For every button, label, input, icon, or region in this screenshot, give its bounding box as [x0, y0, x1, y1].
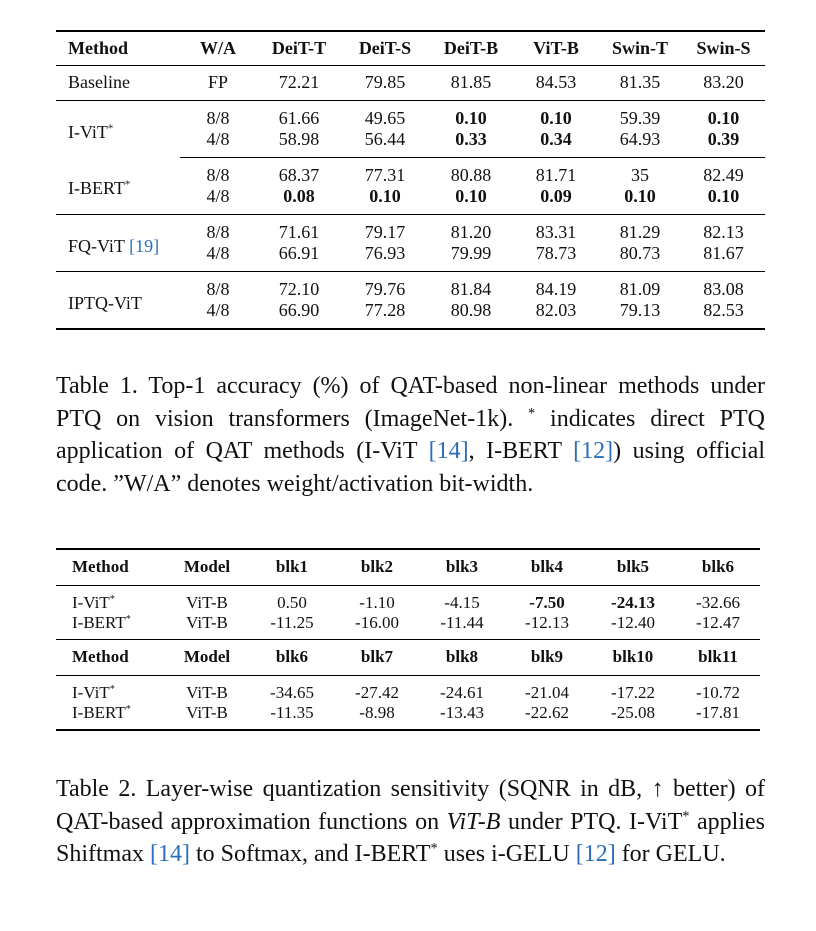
value-cell: 0.39 [682, 129, 765, 158]
accuracy-table [56, 30, 765, 330]
column-header: blk2 [334, 549, 420, 585]
value-cell: 82.03 [514, 300, 598, 329]
value-cell: -32.66 [696, 592, 740, 612]
column-header: Method [56, 549, 164, 585]
value-cell: 56.44 [342, 129, 428, 158]
value-cell: 77.31 [364, 164, 406, 185]
value-cell: 83.20 [682, 65, 765, 100]
value-cell: 76.93 [342, 243, 428, 272]
table-header-row [56, 639, 760, 675]
value-cell: 82.53 [682, 300, 765, 329]
column-header: Method [56, 639, 164, 675]
wa-cell: FP [180, 65, 256, 100]
table-row [56, 703, 760, 730]
value-cell: 81.09 [619, 278, 661, 299]
citation-link[interactable]: [14] [428, 438, 469, 464]
wa-cell: 8/8 [206, 107, 230, 128]
wa-cell: 4/8 [180, 186, 256, 215]
value-cell: 83.08 [703, 278, 744, 299]
column-header: blk7 [334, 639, 420, 675]
table2-caption: Table 2. Layer-wise quantization sensitivity (SQNR in dB, ↑ better) of QAT-based approximation functions on ViT-B under PTQ. I-ViT* applies Shiftmax [14] to Softmax, and I-BERT* uses i-GELU [12] for GELU. [56, 776, 766, 867]
table-row [56, 214, 765, 243]
model-cell: ViT-B [186, 592, 228, 612]
table1-caption: Table 1. Top-1 accuracy (%) of QAT-based non-linear methods under PTQ on vision transformers (ImageNet-1k). * indicates direct PTQ application of QAT methods (I-ViT [14], I-BERT [12]) using official code. ”W/A” denotes weight/activation bit-width. [56, 373, 765, 497]
method-cell: I-ViT* [72, 682, 115, 702]
column-header: Model [164, 549, 250, 585]
column-header: Swin-T [598, 31, 682, 65]
wa-cell: 8/8 [206, 221, 230, 242]
value-cell: -11.25 [270, 612, 314, 632]
value-cell: -24.61 [440, 682, 484, 702]
value-cell: 77.28 [342, 300, 428, 329]
value-cell: 59.39 [619, 107, 661, 128]
value-cell: 80.88 [450, 164, 492, 185]
value-cell: -22.62 [504, 703, 590, 730]
column-header: blk5 [590, 549, 676, 585]
column-header: blk4 [504, 549, 590, 585]
method-cell: I-ViT* [72, 592, 115, 612]
value-cell: -4.15 [444, 592, 480, 612]
method-cell: Baseline [56, 65, 180, 100]
value-cell: 71.61 [278, 221, 320, 242]
method-cell: FQ-ViT [19] [56, 214, 180, 271]
value-cell: 0.50 [277, 592, 307, 612]
value-cell: 0.10 [342, 186, 428, 215]
value-cell: 0.10 [428, 186, 514, 215]
value-cell: -34.65 [270, 682, 314, 702]
value-cell: 84.19 [535, 278, 577, 299]
value-cell: 58.98 [256, 129, 342, 158]
table-row [56, 157, 765, 186]
value-cell: 64.93 [598, 129, 682, 158]
value-cell: 81.35 [598, 65, 682, 100]
column-header: blk10 [590, 639, 676, 675]
value-cell: 66.90 [256, 300, 342, 329]
value-cell: 72.21 [256, 65, 342, 100]
value-cell: 80.73 [598, 243, 682, 272]
wa-cell: 4/8 [180, 129, 256, 158]
method-cell: IPTQ-ViT [56, 271, 180, 329]
value-cell: 0.09 [514, 186, 598, 215]
value-cell: -12.13 [525, 612, 569, 632]
value-cell: -17.22 [611, 682, 655, 702]
column-header: ViT-B [514, 31, 598, 65]
value-cell: 79.13 [598, 300, 682, 329]
value-cell: 0.34 [514, 129, 598, 158]
wa-cell: 8/8 [206, 278, 230, 299]
column-header: Method [56, 31, 180, 65]
value-cell: 0.10 [707, 107, 740, 128]
column-header: DeiT-B [428, 31, 514, 65]
column-header: DeiT-T [256, 31, 342, 65]
value-cell: 72.10 [278, 278, 320, 299]
column-header: blk1 [250, 549, 334, 585]
table-row [56, 613, 760, 640]
value-cell: 79.17 [364, 221, 406, 242]
column-header: DeiT-S [342, 31, 428, 65]
value-cell: 79.76 [364, 278, 406, 299]
method-cell: I-BERT* [56, 157, 180, 214]
value-cell: 0.10 [682, 186, 765, 215]
value-cell: 0.10 [598, 186, 682, 215]
method-cell: I-ViT* [68, 121, 114, 142]
value-cell: -1.10 [359, 592, 395, 612]
value-cell: 79.85 [342, 65, 428, 100]
value-cell: 0.08 [256, 186, 342, 215]
wa-cell: 4/8 [180, 300, 256, 329]
method-cell: I-BERT* [72, 612, 131, 632]
value-cell: -16.00 [355, 612, 399, 632]
wa-cell: 8/8 [206, 164, 230, 185]
value-cell: 81.29 [619, 221, 661, 242]
value-cell: 81.85 [428, 65, 514, 100]
value-cell: -12.40 [611, 612, 655, 632]
value-cell: 35 [631, 164, 649, 185]
table-row [56, 675, 760, 703]
table-row [56, 65, 765, 100]
citation-link[interactable]: [19] [129, 235, 160, 256]
value-cell: 49.65 [364, 107, 406, 128]
value-cell: -24.13 [611, 592, 655, 612]
value-cell: -21.04 [525, 682, 569, 702]
value-cell: -17.81 [676, 703, 760, 730]
value-cell: -27.42 [355, 682, 399, 702]
model-cell: ViT-B [186, 612, 228, 632]
value-cell: -11.44 [440, 612, 484, 632]
sensitivity-table [56, 548, 760, 731]
value-cell: -7.50 [529, 592, 565, 612]
citation-link[interactable]: [14] [150, 841, 190, 867]
model-cell: ViT-B [164, 703, 250, 730]
method-cell: I-BERT* [56, 703, 164, 730]
column-header: blk3 [420, 549, 504, 585]
value-cell: 81.71 [535, 164, 577, 185]
value-cell: 79.99 [428, 243, 514, 272]
table-row [56, 585, 760, 613]
value-cell: 80.98 [428, 300, 514, 329]
column-header: blk8 [420, 639, 504, 675]
value-cell: -10.72 [696, 682, 740, 702]
value-cell: 81.20 [450, 221, 492, 242]
citation-link[interactable]: [12] [575, 841, 616, 867]
wa-cell: 4/8 [180, 243, 256, 272]
value-cell: -13.43 [420, 703, 504, 730]
value-cell: 78.73 [514, 243, 598, 272]
value-cell: 83.31 [535, 221, 577, 242]
table-header-row [56, 549, 760, 585]
citation-link[interactable]: [12] [573, 438, 614, 464]
value-cell: 0.33 [428, 129, 514, 158]
column-header: W/A [180, 31, 256, 65]
value-cell: -8.98 [334, 703, 420, 730]
column-header: blk6 [250, 639, 334, 675]
table-row [56, 271, 765, 300]
value-cell: 0.10 [455, 107, 487, 128]
value-cell: 82.49 [703, 164, 744, 185]
value-cell: 84.53 [514, 65, 598, 100]
value-cell: -11.35 [250, 703, 334, 730]
value-cell: 81.67 [682, 243, 765, 272]
column-header: blk11 [676, 639, 760, 675]
value-cell: 81.84 [450, 278, 492, 299]
column-header: Swin-S [682, 31, 765, 65]
value-cell: -25.08 [590, 703, 676, 730]
value-cell: 0.10 [540, 107, 572, 128]
column-header: blk9 [504, 639, 590, 675]
model-cell: ViT-B [186, 682, 228, 702]
value-cell: 61.66 [278, 107, 320, 128]
value-cell: 68.37 [278, 164, 320, 185]
column-header: Model [164, 639, 250, 675]
value-cell: -12.47 [696, 612, 740, 632]
value-cell: 82.13 [703, 221, 744, 242]
table-row [56, 100, 765, 129]
value-cell: 66.91 [256, 243, 342, 272]
column-header: blk6 [676, 549, 760, 585]
table-header-row [56, 31, 765, 65]
